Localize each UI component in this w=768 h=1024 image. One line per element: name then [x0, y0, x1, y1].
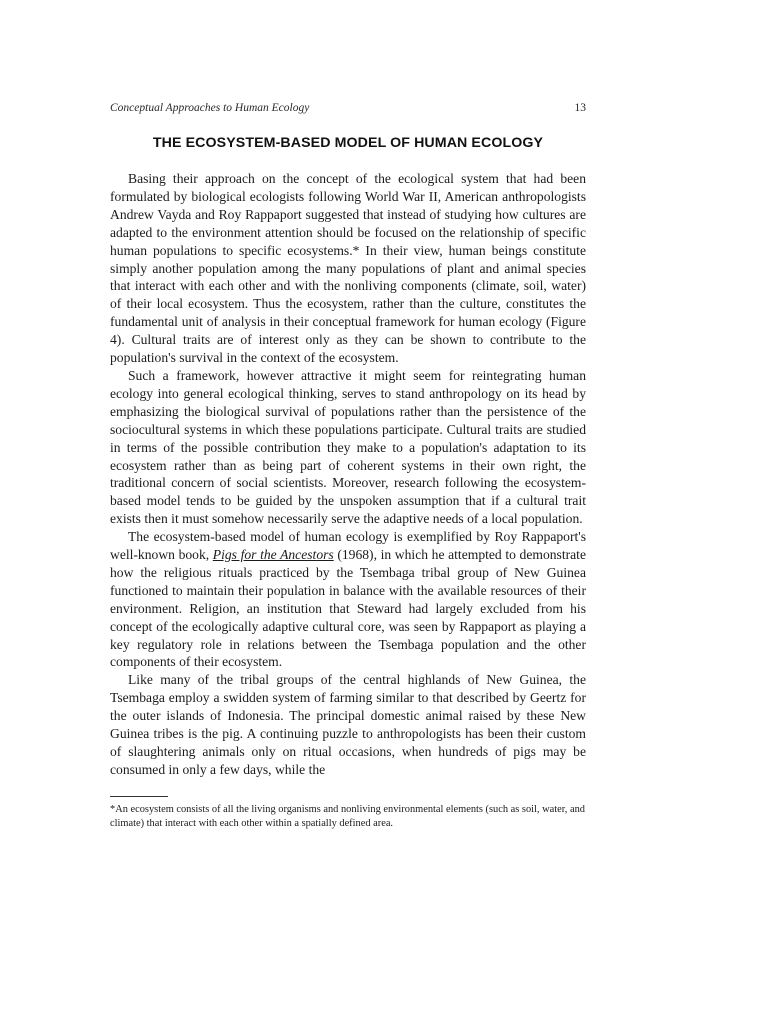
paragraph-3 — [110, 528, 586, 671]
section-title: THE ECOSYSTEM-BASED MODEL OF HUMAN ECOLOGY — [152, 135, 544, 151]
paragraph-1: Basing their approach on the concept of the ecological system that had been formulated by biological ecologists following World War II, American anthropologists Andrew Vayda and Roy Rappaport suggested that instead of studying how cultures are adapted to the environment attention should be focused on the relationship of specific human populations to specific ecosystems.* In their view, human beings constitute simply another population among the many populations of plant and animal species that interact with each other and with the nonliving components (climate, soil, water) of their local ecosystem. Thus the ecosystem, rather than the culture, constitutes the fundamental unit of analysis in their conceptual framework for human ecology (Figure 4). Cultural traits are of interest only as they can be shown to contribute to the population's survival in the context of the ecosystem. — [110, 171, 586, 366]
book-title: Pigs for the Ancestors — [212, 547, 334, 563]
paragraph-4: Like many of the tribal groups of the central highlands of New Guinea, the Tsembaga employ a swidden system of farming similar to that described by Geertz for the outer islands of Indonesia. The principal domestic animal raised by these New Guinea tribes is the pig. A continuing puzzle to anthropologists has been their custom of slaughtering animals only on ritual occasions, when hundreds of pigs may be consumed in only a few days, while the — [110, 672, 586, 777]
page-number: 13 — [574, 102, 586, 114]
footnote-divider — [110, 796, 168, 797]
running-head-title: Conceptual Approaches to Human Ecology — [110, 102, 310, 114]
footnote: *An ecosystem consists of all the living organisms and nonliving environmental elements (such as soil, water, and climate) that interact with each other within a spatially defined area. — [110, 803, 585, 829]
running-head — [110, 100, 586, 122]
paragraph-3-text-end: (1968), in which he attempted to demonstrate how the religious rituals practiced by the Tsembaga tribal group of New Guinea functioned to maintain their population in balance with the available resources of their environment. Religion, an institution that Steward had largely excluded from his concept of the ecologically adaptive cultural core, was seen by Rappaport as playing a key regulatory role in relations between the Tsembaga population and the other components of their ecosystem. — [110, 547, 586, 670]
paragraph-3-text-start: The ecosystem-based model of human ecology is exemplified by Roy Rappaport's well-known book, — [110, 529, 586, 563]
book-page — [110, 100, 586, 831]
body-text — [110, 170, 586, 779]
paragraph-2: Such a framework, however attractive it might seem for reintegrating human ecology into general ecological thinking, serves to stand anthropology on its head by emphasizing the biological survival of populations rather than the persistence of the sociocultural systems in which these populations participate. Cultural traits are studied in terms of the possible contribution they make to a population's adaptation to its ecosystem rather than as being part of coherent systems in their own right, the traditional concern of social scientists. Moreover, research following the ecosystem-based model tends to be guided by the unspoken assumption that if a cultural trait exists then it must somehow necessarily serve the adaptive needs of a local population. — [110, 367, 586, 527]
